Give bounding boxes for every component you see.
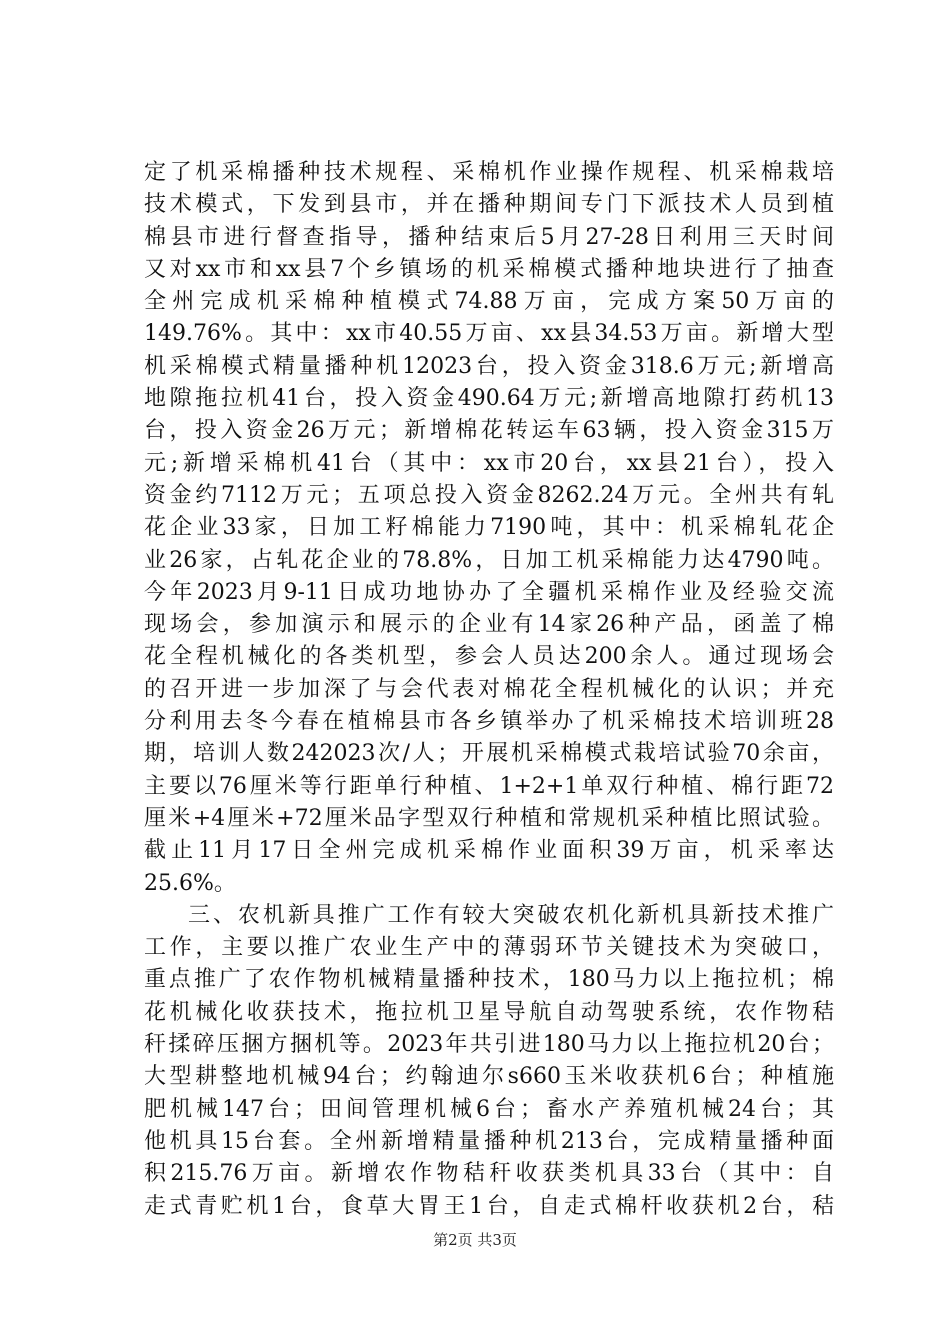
- text-line: 秆揉碎压捆方捆机等。2023年共引进180马力以上拖拉机20台；: [144, 1032, 834, 1058]
- text-line: 重点推广了农作物机械精量播种技术，180马力以上拖拉机；棉: [144, 967, 834, 993]
- text-line: 今年2023月9-11日成功地协办了全疆机采棉作业及经验交流: [144, 579, 834, 605]
- text-line: 技术模式，下发到县市，并在播种期间专门下派技术人员到植: [144, 192, 834, 218]
- text-line: 棉县市进行督查指导，播种结束后5月27-28日利用三天时间: [144, 224, 834, 250]
- text-line: 定了机采棉播种技术规程、采棉机作业操作规程、机采棉栽培: [144, 160, 834, 185]
- text-line: 花机械化收获技术，拖拉机卫星导航自动驾驶系统，农作物秸: [144, 999, 834, 1025]
- text-line: 的召开进一步加深了与会代表对棉花全程机械化的认识；并充: [144, 676, 834, 702]
- text-line: 分利用去冬今春在植棉县市各乡镇举办了机采棉技术培训班28: [144, 709, 834, 735]
- text-line: 积215.76万亩。新增农作物秸秆收获类机具33台（其中：自: [144, 1161, 834, 1187]
- page-footer: 第2页 共3页: [433, 1231, 517, 1249]
- text-line: 业26家，占轧花企业的78.8%，日加工机采棉能力达4790吨。: [144, 547, 834, 573]
- text-line: 工作，主要以推广农业生产中的薄弱环节关键技术为突破口，: [144, 935, 834, 961]
- text-line: 截止11月17日全州完成机采棉作业面积39万亩，机采率达: [144, 838, 834, 864]
- text-line: 25.6%。: [144, 870, 236, 896]
- body-text: [144, 157, 834, 1223]
- text-line: 机采棉模式精量播种机12023台，投入资金318.6万元;新增高: [144, 353, 834, 379]
- text-line: 走式青贮机1台，食草大胃王1台，自走式棉杆收获机2台，秸: [144, 1193, 834, 1219]
- text-line: 花企业33家，日加工籽棉能力7190吨，其中：机采棉轧花企: [144, 515, 834, 541]
- text-line: 他机具15台套。全州新增精量播种机213台，完成精量播种面: [144, 1128, 834, 1154]
- text-line: 全州完成机采棉种植模式74.88万亩，完成方案50万亩的: [144, 289, 834, 315]
- text-line: 期，培训人数242023次/人；开展机采棉模式栽培试验70余亩，: [144, 741, 834, 767]
- text-line: 现场会，参加演示和展示的企业有14家26种产品，函盖了棉: [144, 612, 834, 638]
- text-line: 大型耕整地机械94台；约翰迪尔s660玉米收获机6台；种植施: [144, 1064, 834, 1090]
- text-line: 台，投入资金26万元；新增棉花转运车63辆，投入资金315万: [144, 418, 834, 444]
- text-line: 元;新增采棉机41台（其中：xx市20台，xx县21台），投入: [144, 450, 834, 476]
- text-line: 三、农机新具推广工作有较大突破农机化新机具新技术推广: [188, 902, 834, 928]
- text-line: 又对xx市和xx县7个乡镇场的机采棉模式播种地块进行了抽查: [144, 256, 834, 282]
- text-line: 花全程机械化的各类机型，参会人员达200余人。通过现场会: [144, 644, 834, 670]
- text-line: 149.76%。其中：xx市40.55万亩、xx县34.53万亩。新增大型: [144, 321, 834, 347]
- text-line: 地隙拖拉机41台，投入资金490.64万元;新增高地隙打药机13: [144, 386, 834, 412]
- text-line: 资金约7112万元；五项总投入资金8262.24万元。全州共有轧: [144, 482, 834, 508]
- text-line: 主要以76厘米等行距单行种植、1+2+1单双行种植、棉行距72: [144, 773, 834, 799]
- text-line: 厘米+4厘米+72厘米品字型双行种植和常规机采种植比照试验。: [144, 805, 834, 831]
- text-line: 肥机械147台；田间管理机械6台；畜水产养殖机械24台；其: [144, 1096, 834, 1122]
